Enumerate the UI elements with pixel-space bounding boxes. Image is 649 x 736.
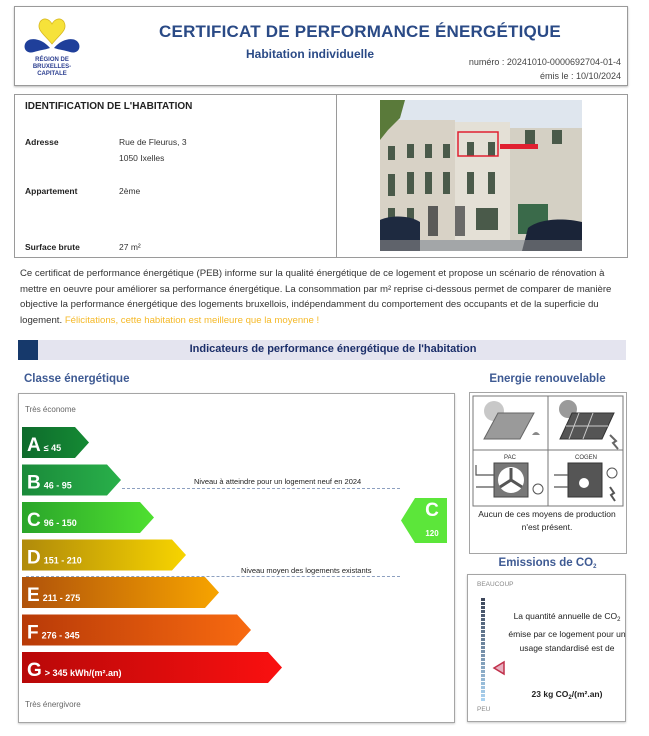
renewable-energy-status: Aucun de ces moyens de production n'est présent. bbox=[478, 509, 616, 532]
co2-scale-step bbox=[481, 638, 485, 641]
co2-desc-subscript: 2 bbox=[617, 617, 621, 623]
energy-class-bar-c bbox=[22, 502, 154, 533]
co2-scale-step bbox=[481, 646, 485, 649]
intro-paragraph bbox=[20, 266, 630, 328]
energy-class-title: Classe énergétique bbox=[24, 373, 130, 385]
new-building-level-label: Niveau à atteindre pour un logement neuf en 2024 bbox=[194, 477, 362, 486]
energy-class-scale bbox=[20, 420, 290, 695]
co2-scale-step bbox=[481, 658, 485, 661]
co2-scale-step bbox=[481, 634, 485, 637]
average-level-label: Niveau moyen des logements existants bbox=[241, 566, 372, 575]
energy-class-label-e: E 211 - 275 bbox=[27, 585, 81, 606]
co2-scale-step bbox=[481, 610, 485, 613]
co2-title-text: Emissions de CO bbox=[498, 557, 594, 569]
certificate-number: numéro : 20241010-0000692704-01-4 bbox=[468, 57, 621, 67]
co2-desc-part-1: La quantité annuelle de CO bbox=[513, 611, 618, 621]
average-level-line bbox=[26, 576, 400, 577]
energy-class-label-f: F 276 - 345 bbox=[27, 622, 80, 644]
logo-text bbox=[18, 57, 86, 78]
co2-scale-step bbox=[481, 698, 485, 701]
energy-class-label-b: B 46 - 95 bbox=[27, 472, 72, 494]
pac-label: PAC bbox=[504, 455, 516, 461]
co2-scale-step bbox=[481, 622, 485, 625]
certificate-subtitle: Habitation individuelle bbox=[245, 47, 374, 61]
current-class-value: 120 bbox=[425, 529, 439, 538]
co2-title-subscript: 2 bbox=[593, 564, 597, 570]
logo-line-3: CAPITALE bbox=[37, 71, 67, 77]
very-inefficient-label: Très énergivore bbox=[25, 700, 81, 709]
surface-label: Surface brute bbox=[25, 242, 80, 252]
co2-scale-step bbox=[481, 642, 485, 645]
co2-scale-step bbox=[481, 690, 485, 693]
renewable-energy-title: Energie renouvelable bbox=[489, 373, 606, 385]
co2-scale-step bbox=[481, 602, 485, 605]
co2-scale-step bbox=[481, 598, 485, 601]
address-line-2: 1050 Ixelles bbox=[119, 153, 165, 163]
new-building-level-line bbox=[122, 488, 400, 489]
renewable-icons-grid bbox=[472, 395, 624, 507]
certificate-title: CERTIFICAT DE PERFORMANCE ÉNERGÉTIQUE bbox=[159, 22, 561, 41]
co2-scale-step bbox=[481, 694, 485, 697]
co2-scale bbox=[476, 594, 508, 704]
co2-value-part-2: /(m².an) bbox=[571, 689, 603, 699]
co2-scale-step bbox=[481, 682, 485, 685]
co2-value bbox=[508, 689, 626, 701]
energy-class-label-a: A ≤ 45 bbox=[27, 435, 62, 456]
co2-scale-step bbox=[481, 666, 485, 669]
building-photo bbox=[380, 100, 582, 251]
co2-low-label: PEU bbox=[477, 706, 491, 713]
energy-class-label-g: G > 345 kWh/(m².an) bbox=[27, 660, 122, 681]
identification-divider bbox=[336, 94, 337, 258]
co2-scale-step bbox=[481, 686, 485, 689]
header-box bbox=[14, 6, 628, 86]
co2-value-part-1: 23 kg CO bbox=[531, 689, 569, 699]
co2-description bbox=[508, 609, 626, 655]
surface-value: 27 m² bbox=[119, 242, 141, 252]
very-efficient-label: Très économe bbox=[25, 405, 76, 414]
indicators-title: Indicateurs de performance énergétique de l'habitation bbox=[189, 343, 477, 355]
address-label: Adresse bbox=[25, 137, 59, 147]
co2-scale-step bbox=[481, 630, 485, 633]
apartment-label: Appartement bbox=[25, 186, 78, 196]
co2-scale-step bbox=[481, 618, 485, 621]
intro-text: Ce certificat de performance énergétique (PEB) informe sur la qualité énergétique de ce logement et propose un scénario de rénovation à mettre en oeuvre pour améliorer sa performance énergétique. La consommation par m² reprise ci-dessous permet de comparer de manière objective la performance énergétique des logements bruxellois, indépendamment du comportement des occupants et de la superficie du logement. bbox=[20, 268, 612, 326]
co2-scale-step bbox=[481, 626, 485, 629]
cogen-label: COGEN bbox=[574, 455, 598, 461]
issue-date: émis le : 10/10/2024 bbox=[539, 71, 621, 81]
co2-scale-step bbox=[481, 650, 485, 653]
co2-level-marker bbox=[494, 662, 504, 674]
co2-scale-step bbox=[481, 678, 485, 681]
co2-scale-step bbox=[481, 654, 485, 657]
apartment-value: 2ème bbox=[119, 186, 141, 196]
co2-desc-part-2: émise par ce logement pour un usage standardisé est de bbox=[508, 629, 626, 653]
energy-class-label-c: C 96 - 150 bbox=[27, 510, 77, 531]
identification-title: IDENTIFICATION DE L'HABITATION bbox=[25, 101, 193, 112]
address-line-1: Rue de Fleurus, 3 bbox=[119, 137, 187, 147]
co2-title bbox=[470, 557, 625, 570]
logo-line-1: RÉGION DE bbox=[35, 57, 69, 63]
co2-scale-step bbox=[481, 614, 485, 617]
co2-high-label: BEAUCOUP bbox=[477, 581, 514, 588]
intro-highlight: Félicitations, cette habitation est meilleure que la moyenne ! bbox=[64, 314, 320, 326]
co2-scale-step bbox=[481, 674, 485, 677]
energy-class-label-d: D 151 - 210 bbox=[27, 547, 82, 569]
co2-value-subscript: 2 bbox=[568, 695, 572, 701]
co2-scale-step bbox=[481, 662, 485, 665]
indicators-band-marker bbox=[18, 340, 38, 360]
co2-scale-step bbox=[481, 606, 485, 609]
logo-line-2: BRUXELLES- bbox=[32, 64, 72, 70]
current-class-letter: C bbox=[425, 500, 439, 521]
co2-scale-step bbox=[481, 670, 485, 673]
